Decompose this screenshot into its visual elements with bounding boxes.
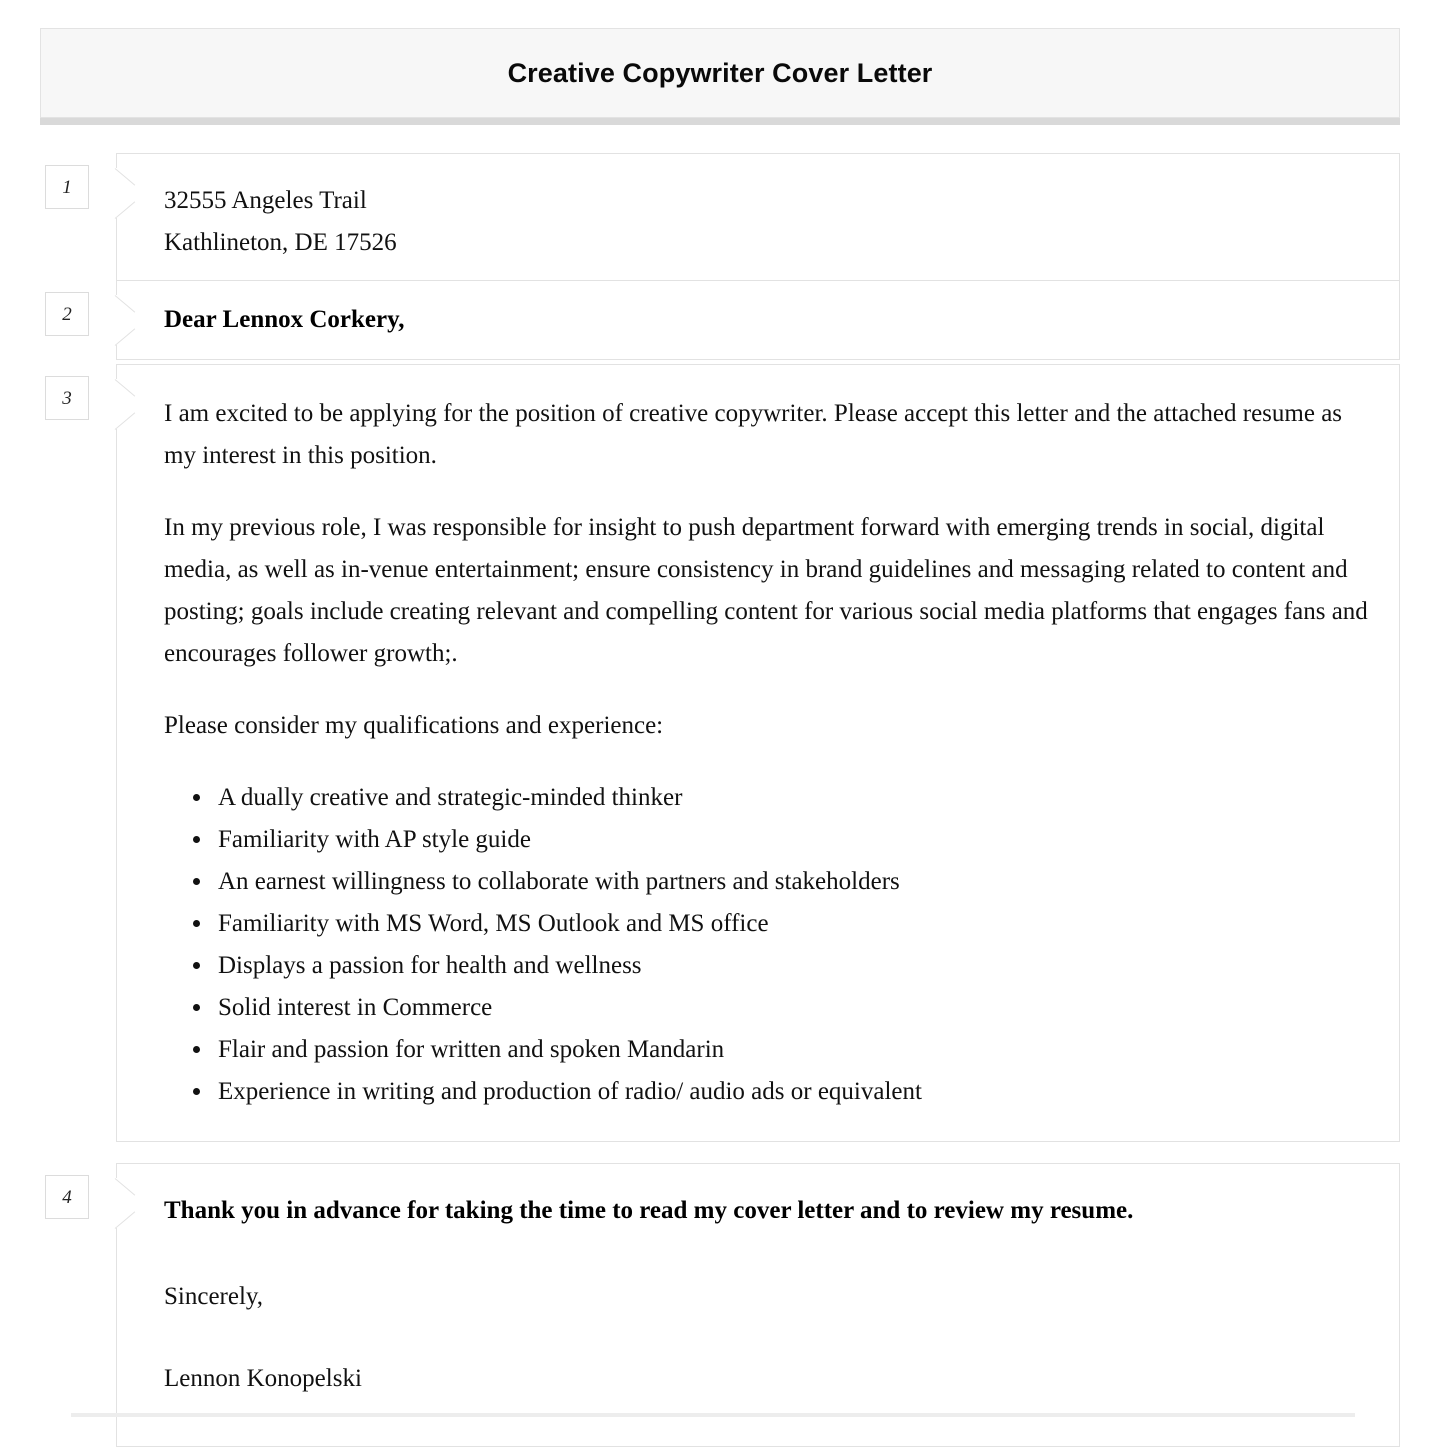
closing-signature-name: Lennon Konopelski <box>164 1365 362 1392</box>
list-item: • Familiarity with MS Word, MS Outlook and MS office <box>214 903 1369 945</box>
callout-notch-lower <box>115 201 136 218</box>
section-number-badge-2: 2 <box>45 292 89 336</box>
callout-edge-bottom <box>116 429 117 1141</box>
callout-edge-top <box>116 1164 117 1178</box>
callout-sender-address <box>116 153 1400 291</box>
section-number-badge-4: 4 <box>45 1175 89 1219</box>
body-paragraph-experience: In my previous role, I was responsible for insight to push department forward with emerging trends in social, digital media, as well as in-venue entertainment; ensure consistency in brand guidelines and messaging related to content and posting; goals include creating relevant and compelling content for various social media platforms that engages fans and encourages follower growth;. <box>164 514 1368 667</box>
callout-edge-top <box>116 281 117 295</box>
salutation-text: Dear Lennox Corkery, <box>164 306 405 333</box>
letter-body-text <box>164 393 1369 1113</box>
address-line-street: 32555 Angeles Trail <box>164 187 367 214</box>
list-item: • Flair and passion for written and spoken Mandarin <box>214 1029 1369 1071</box>
section-number-badge-1: 1 <box>45 165 89 209</box>
list-item: • Familiarity with AP style guide <box>214 819 1369 861</box>
page-title: Creative Copywriter Cover Letter <box>507 57 933 88</box>
callout-notch-upper <box>115 168 136 185</box>
callout-notch-lower <box>115 1211 136 1228</box>
body-paragraph-lead-in: Please consider my qualifications and experience: <box>164 712 664 739</box>
list-item: • Displays a passion for health and wellness <box>214 945 1369 987</box>
callout-notch-lower <box>115 412 136 429</box>
list-item: • An earnest willingness to collaborate with partners and stakeholders <box>214 861 1369 903</box>
section-number-badge-3: 3 <box>45 376 89 420</box>
qualifications-list <box>164 777 1369 1113</box>
closing-thanks-text: Thank you in advance for taking the time to read my cover letter and to review my resume. <box>164 1197 1134 1224</box>
address-line-city-state-zip: Kathlineton, DE 17526 <box>164 229 397 256</box>
callout-salutation <box>116 280 1400 360</box>
closing-signoff-text: Sincerely, <box>164 1283 264 1310</box>
callout-notch-upper <box>115 295 136 312</box>
callout-notch-upper <box>115 1178 136 1195</box>
document-header <box>40 28 1400 118</box>
closing-bottom-shadow <box>71 1413 1355 1417</box>
callout-notch-lower <box>115 328 136 345</box>
callout-letter-body <box>116 364 1400 1142</box>
callout-closing <box>116 1163 1400 1447</box>
callout-edge-top <box>116 365 117 379</box>
header-shadow-bar <box>40 118 1400 125</box>
list-item: • Experience in writing and production of radio/ audio ads or equivalent <box>214 1071 1369 1113</box>
callout-notch-upper <box>115 379 136 396</box>
list-item: • A dually creative and strategic-minded thinker <box>214 777 1369 819</box>
list-item: • Solid interest in Commerce <box>214 987 1369 1029</box>
callout-edge-top <box>116 154 117 168</box>
body-paragraph-intro: I am excited to be applying for the position of creative copywriter. Please accept this letter and the attached resume as my interest in this position. <box>164 400 1343 469</box>
callout-edge-bottom <box>116 345 117 359</box>
